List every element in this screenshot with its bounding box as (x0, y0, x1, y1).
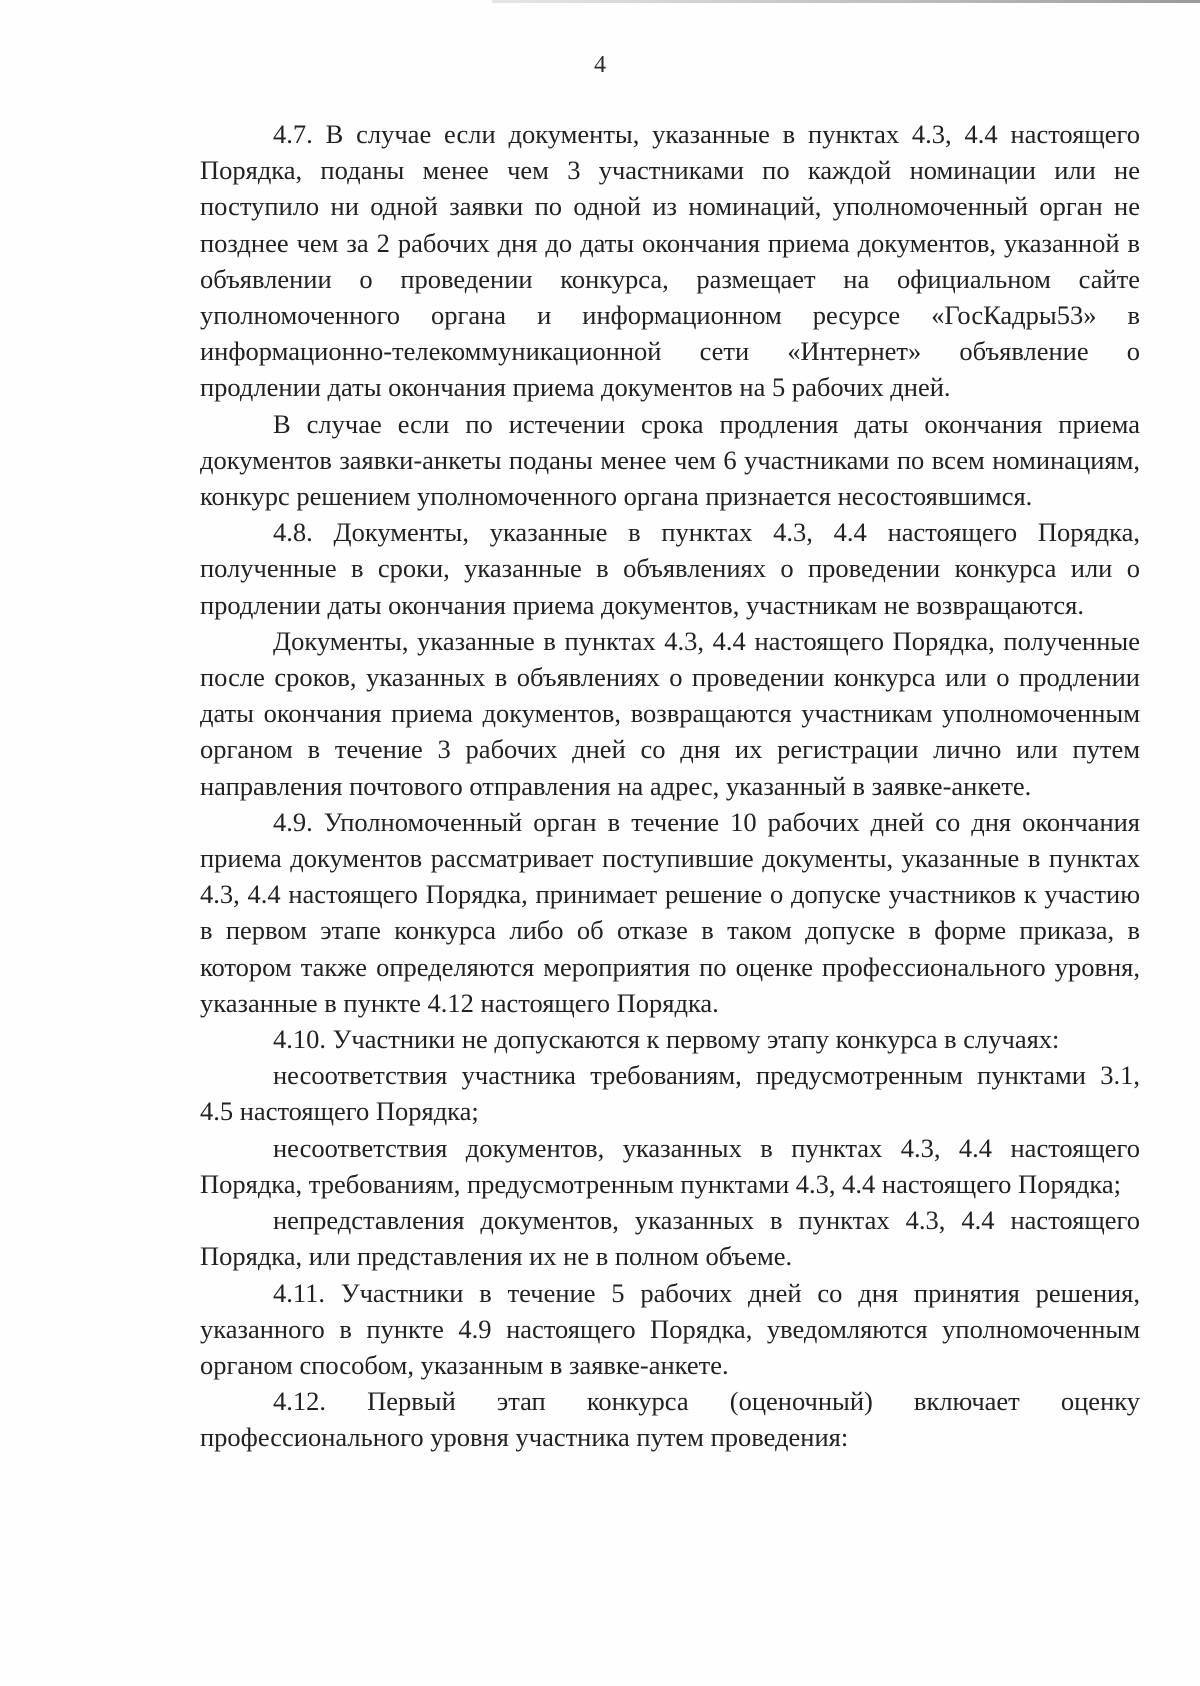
paragraph-4-7-continued: В случае если по истечении срока продления даты окончания приема документов заявки-анкеты поданы менее чем 6 участниками по всем номинациям, конкурс решением уполномоченного органа признается несостоявшимся. (200, 408, 1140, 512)
scan-edge-shadow (492, 0, 1200, 3)
paragraph-4-8: 4.8. Документы, указанные в пунктах 4.3, 4.4 настоящего Порядка, полученные в сроки, указанные в объявлениях о проведении конкурса или о продлении даты окончания приема документов, участникам не возвращаются. (200, 517, 1140, 620)
paragraph-4-10-item-2: несоответствия документов, указанных в пунктах 4.3, 4.4 настоящего Порядка, требованиям, предусмотренным пунктами 4.3, 4.4 настоящего Порядка; (200, 1132, 1140, 1199)
paragraph-4-9: 4.9. Уполномоченный орган в течение 10 рабочих дней со дня окончания приема документов рассматривает поступившие документы, указанные в пунктах 4.3, 4.4 настоящего Порядка, принимает решение о допуске участников к участию в первом этапе конкурса либо об отказе в таком допуске в форме приказа, в котором также определяются мероприятия по оценке профессионального уровня, указанные в пункте 4.12 настоящего Порядка. (200, 806, 1140, 1018)
paragraph-4-10: 4.10. Участники не допускаются к первому этапу конкурса в случаях: (273, 1024, 1060, 1055)
document-body (200, 116, 1140, 1456)
paragraph-4-8-continued: Документы, указанные в пунктах 4.3, 4.4 настоящего Порядка, полученные после сроков, указанных в объявлениях о проведении конкурса или о продлении даты окончания приема документов, возвращаются участникам уполномоченным органом в течение 3 рабочих дней со дня их регистрации лично или путем направления почтового отправления на адрес, указанный в заявке-анкете. (200, 625, 1140, 801)
paragraph-4-10-item-1: несоответствия участника требованиям, предусмотренным пунктами 3.1, 4.5 настоящего Порядка; (200, 1060, 1140, 1127)
paragraph-4-10-item-3: непредставления документов, указанных в пунктах 4.3, 4.4 настоящего Порядка, или представления их не в полном объеме. (200, 1205, 1140, 1272)
paragraph-4-12: 4.12. Первый этап конкурса (оценочный) включает оценку профессионального уровня участника путем проведения: (200, 1386, 1140, 1453)
paragraph-4-11: 4.11. Участники в течение 5 рабочих дней со дня принятия решения, указанного в пункте 4.9 настоящего Порядка, уведомляются уполномоченным органом способом, указанным в заявке-анкете. (200, 1277, 1140, 1380)
paragraph-4-7: 4.7. В случае если документы, указанные в пунктах 4.3, 4.4 настоящего Порядка, поданы менее чем 3 участниками по каждой номинации или не поступило ни одной заявки по одной из номинаций, уполномоченный орган не позднее чем за 2 рабочих дня до даты окончания приема документов, указанной в объявлении о проведении конкурса, размещает на официальном сайте уполномоченного органа и информационном ресурсе «ГосКадры53» в информационно-телекоммуникационной сети «Интернет» объявление о продлении даты окончания приема документов на 5 рабочих дней. (200, 119, 1140, 403)
page-number: 4 (594, 52, 606, 78)
